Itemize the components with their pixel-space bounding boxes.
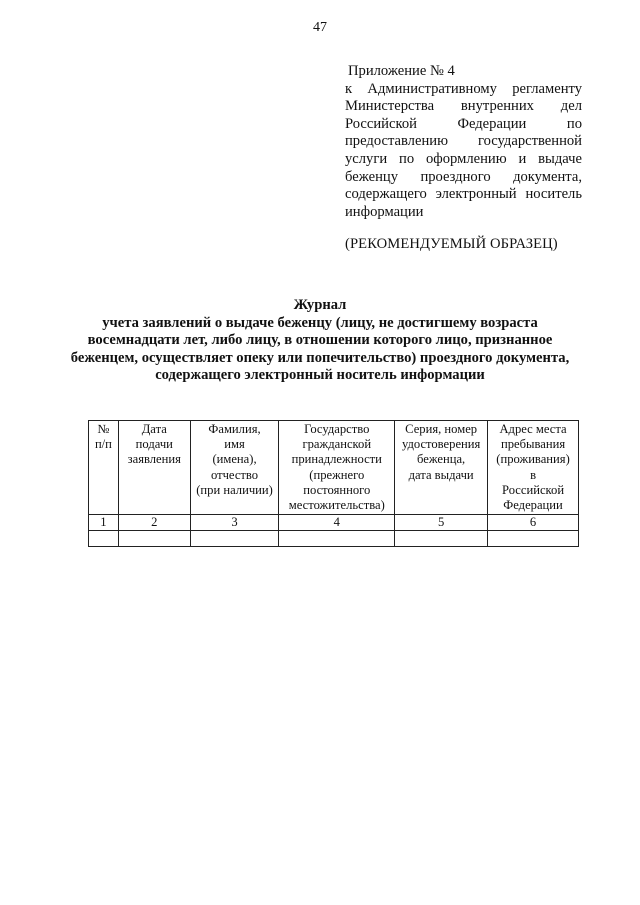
header-cell-number (89, 421, 119, 515)
header-line: Серия, номер (405, 422, 478, 436)
journal-table (88, 420, 579, 547)
header-cell-name (190, 421, 279, 515)
page-number: 47 (313, 20, 327, 35)
header-line: отчество (210, 467, 259, 482)
header-line: заявления (127, 452, 181, 467)
empty-table-row (89, 531, 579, 547)
header-line: (проживания) (496, 452, 570, 467)
empty-cell (395, 531, 488, 547)
header-line: беженца, (417, 452, 466, 467)
header-line: (прежнего (309, 467, 365, 482)
header-cell-certificate (395, 421, 488, 515)
appendix-title: Приложение № 4 (348, 63, 455, 79)
header-line: местожительства) (288, 498, 385, 513)
header-line: № (97, 422, 110, 436)
column-number: 2 (118, 515, 190, 531)
appendix-block (345, 63, 582, 221)
empty-cell (89, 531, 119, 547)
header-line: Адрес места (499, 422, 567, 436)
empty-cell (190, 531, 279, 547)
column-number: 1 (89, 515, 119, 531)
header-line: принадлежности (291, 452, 382, 467)
header-line: Дата (141, 422, 167, 436)
header-cell-address (488, 421, 579, 515)
header-line: дата выдачи (408, 467, 474, 482)
recommended-sample-label: (РЕКОМЕНДУЕМЫЙ ОБРАЗЕЦ) (345, 236, 558, 252)
appendix-body: к Административному регламенту Министерства внутренних дел Российской Федерации по предоставлению государственной услуги по оформлению и выдаче беженцу проездного документа, содержащего электронный носитель информации (345, 80, 582, 220)
journal-subtitle: учета заявлений о выдаче беженцу (лицу, не достигшему возраста восемнадцати лет, либо лицу, в отношении которого лицо, признанное беженцем, осуществляет опеку или попечительство) проездного документа, содержащего электронный носитель информации (70, 315, 570, 383)
journal-title (60, 297, 580, 384)
header-line: гражданской (302, 437, 372, 452)
header-line: подачи (135, 437, 173, 452)
header-line: постоянного (303, 482, 371, 497)
header-line: пребывания (500, 437, 566, 452)
header-line: Российской (502, 482, 565, 497)
header-line: п/п (94, 437, 112, 452)
table-header-row (89, 421, 579, 515)
column-number: 3 (190, 515, 279, 531)
header-line: Государство (304, 422, 370, 436)
column-number: 5 (395, 515, 488, 531)
header-line: имя (224, 437, 245, 452)
header-line: удостоверения (401, 437, 481, 452)
header-line: (при наличии) (196, 482, 273, 497)
empty-cell (118, 531, 190, 547)
header-cell-citizenship (279, 421, 395, 515)
journal-heading: Журнал (293, 297, 347, 313)
empty-cell (488, 531, 579, 547)
header-line: (имена), (212, 452, 257, 467)
header-line: Фамилия, (208, 422, 261, 436)
column-number-row (89, 515, 579, 531)
column-number: 4 (279, 515, 395, 531)
column-number: 6 (488, 515, 579, 531)
header-line: в (530, 467, 537, 482)
header-line: Федерации (503, 498, 563, 513)
header-cell-date (118, 421, 190, 515)
empty-cell (279, 531, 395, 547)
